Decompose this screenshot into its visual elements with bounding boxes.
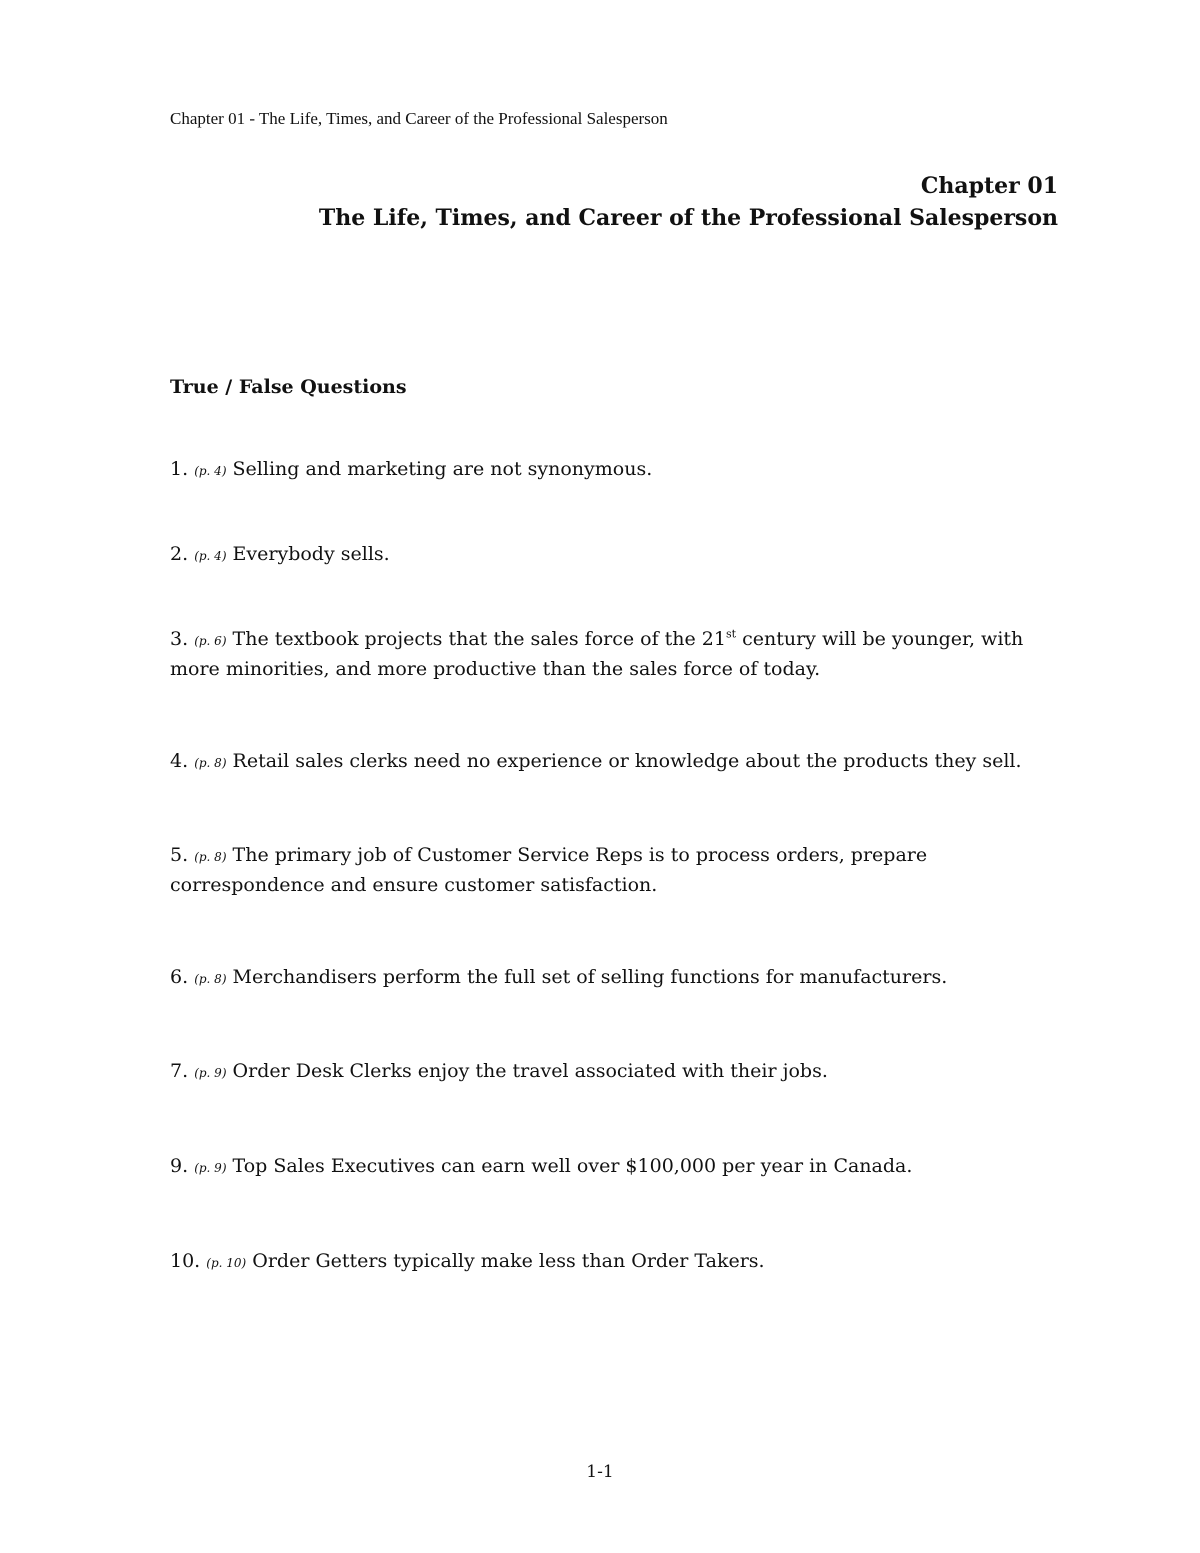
question-text: The textbook projects that the sales force of the 21 — [226, 628, 726, 650]
question-number: 3. — [170, 628, 189, 650]
page-reference: (p. 9) — [194, 1066, 227, 1080]
running-header: Chapter 01 - The Life, Times, and Career of the Professional Salesperson — [170, 109, 668, 128]
section-heading: True / False Questions — [170, 376, 407, 398]
page-reference: (p. 8) — [194, 850, 227, 864]
question-item — [170, 963, 1070, 993]
chapter-number: Chapter 01 — [920, 173, 1058, 199]
question-text: Everybody sells. — [226, 543, 390, 565]
question-number: 10. — [170, 1250, 201, 1272]
page-reference: (p. 8) — [194, 972, 227, 986]
question-item — [170, 747, 1070, 777]
page-number: 1-1 — [586, 1462, 614, 1482]
question-item — [170, 1152, 1070, 1182]
question-number: 1. — [170, 458, 189, 480]
question-text: Order Getters typically make less than Order Takers. — [246, 1250, 765, 1272]
chapter-title: The Life, Times, and Career of the Professional Salesperson — [318, 205, 1058, 231]
question-text: Order Desk Clerks enjoy the travel associated with their jobs. — [226, 1060, 828, 1082]
page-reference: (p. 4) — [194, 464, 227, 478]
question-text: Retail sales clerks need no experience or knowledge about the products they sell. — [226, 750, 1022, 772]
question-number: 5. — [170, 844, 189, 866]
question-text: The primary job of Customer Service Reps is to process orders, prepare correspondence and ensure customer satisfaction. — [170, 844, 928, 896]
chapter-title-block — [319, 170, 1058, 234]
question-item — [170, 625, 1070, 683]
page-reference: (p. 8) — [194, 756, 227, 770]
question-number: 4. — [170, 750, 189, 772]
question-number: 6. — [170, 966, 189, 988]
question-item — [170, 841, 1070, 899]
question-item — [170, 1247, 1070, 1277]
page-reference: (p. 9) — [194, 1161, 227, 1175]
question-text: Top Sales Executives can earn well over $100,000 per year in Canada. — [226, 1155, 913, 1177]
question-item — [170, 455, 1070, 485]
question-item — [170, 1057, 1070, 1087]
page-reference: (p. 6) — [194, 634, 227, 648]
ordinal-superscript: st — [725, 627, 737, 641]
page-reference: (p. 10) — [206, 1256, 247, 1270]
question-item — [170, 540, 1070, 570]
question-number: 7. — [170, 1060, 189, 1082]
question-text: Selling and marketing are not synonymous. — [226, 458, 653, 480]
question-number: 2. — [170, 543, 189, 565]
question-text: Merchandisers perform the full set of selling functions for manufacturers. — [226, 966, 948, 988]
page-reference: (p. 4) — [194, 549, 227, 563]
question-number: 9. — [170, 1155, 189, 1177]
question-text-continued: century will be younger, with more minorities, and more productive than the sales force of today. — [170, 628, 1024, 680]
